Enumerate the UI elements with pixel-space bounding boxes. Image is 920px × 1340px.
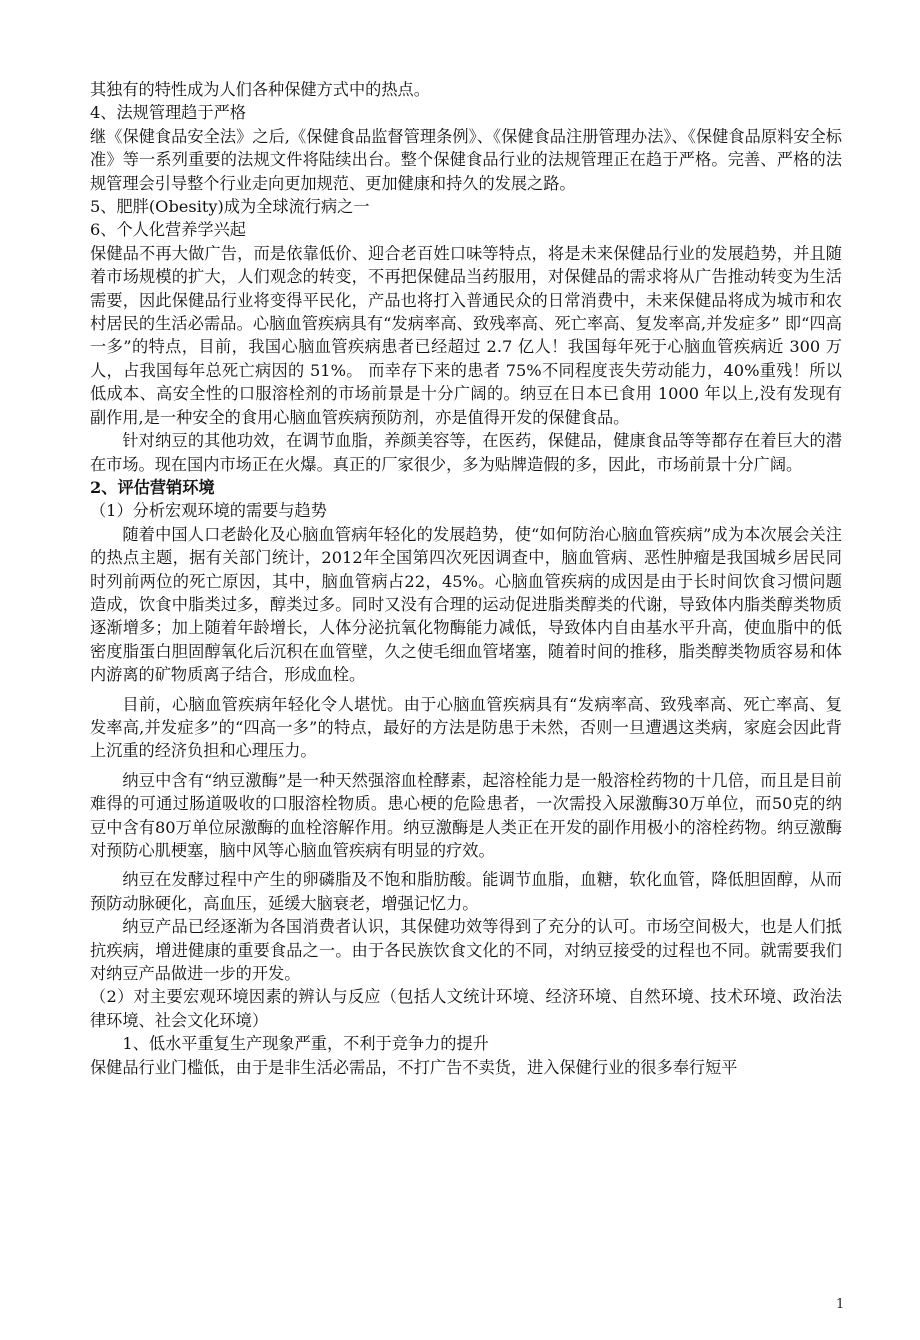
paragraph: 其独有的特性成为人们各种保健方式中的热点。 <box>90 80 430 99</box>
list-heading: 1、低水平重复生产现象严重，不利于竞争力的提升 <box>122 1034 489 1054</box>
heading-nutrition: 6、个人化营养学兴起 <box>90 220 246 240</box>
paragraph: 随着中国人口老龄化及心脑血管病年轻化的发展趋势，使“如何防治心脑血管疾病”成为本次展会关注的热点主题，据有关部门统计，2012年全国第四次死因调查中，脑血管病、恶性肿瘤是我国城乡居民同时列前两位的死亡原因，其中，脑血管病占22，45%。心脑血管疾病的成因是由于长时间饮食习惯问题造成，饮食中脂类过多，醇类过多。同时又没有合理的运动促进脂类醇类的代谢，导致体内脂类醇类物质逐渐增多；加上随着年龄增长，人体分泌抗氧化物酶能力减低，导致体内自由基水平升高，使血脂中的低密度脂蛋白胆固醇氧化后沉积在血管壁，久之使毛细血管堵塞，随着时间的推移，脂类醇类物质容易和体内游离的矿物质离子结合，形成血栓。 <box>90 524 842 685</box>
subsection-heading: （2）对主要宏观环境因素的辨认与反应（包括人文统计环境、经济环境、自然环境、技术环境、政治法律环境、社会文化环境） <box>90 987 842 1030</box>
page-number: 1 <box>836 1297 845 1312</box>
section-heading: 2、评估营销环境 <box>90 477 215 497</box>
subsection-heading: （1）分析宏观环境的需要与趋势 <box>90 501 327 521</box>
paragraph: 保健品行业门槛低，由于是非生活必需品，不打广告不卖货，进入保健行业的很多奉行短平 <box>90 1057 738 1077</box>
paragraph: 针对纳豆的其他功效，在调节血脂，养颜美容等，在医药，保健品，健康食品等等都存在着巨大的潜在市场。现在国内市场正在火爆。真正的厂家很少，多为贴牌造假的多，因此，市场前景十分广阔。 <box>90 431 842 474</box>
paragraph: 保健品不再大做广告，而是依靠低价、迎合老百姓口味等特点，将是未来保健品行业的发展趋势，并且随着市场规模的扩大，人们观念的转变，不再把保健品当药服用，对保健品的需求将从广告推动转变为生活需要，因此保健品行业将变得平民化，产品也将打入普通民众的日常消费中，未来保健品将成为城市和农村居民的生活必需品。心脑血管疾病具有“发病率高、致残率高、死亡率高、复发率高,并发症多” 即“四高一多”的特点，目前，我国心脑血管疾病患者已经超过 2.7 亿人！我国每年死于心脑血管疾病近 300 万人，占我国每年总死亡病因的 51%。 而幸存下来的患者 75%不同程度丧失劳动能力，40%重残！所以低成本、高安全性的口服溶栓剂的市场前景是十分广阔的。纳豆在日本已食用 1000 年以上,没有发现有副作用,是一种安全的食用心脑血管疾病预防剂，亦是值得开发的保健食品。 <box>90 243 842 427</box>
heading-obesity: 5、肥胖(Obesity)成为全球流行病之一 <box>90 197 370 217</box>
paragraph: 纳豆产品已经逐渐为各国消费者认识，其保健功效等得到了充分的认可。市场空间极大，也是人们抵抗疾病，增进健康的重要食品之一。由于各民族饮食文化的不同，对纳豆接受的过程也不同。就需要我们对纳豆产品做进一步的开发。 <box>90 917 842 984</box>
paragraph: 目前，心脑血管疾病年轻化令人堪忧。由于心脑血管疾病具有“发病率高、致残率高、死亡率高、复发率高,并发症多”的“四高一多”的特点，最好的方法是防患于未然，否则一旦遭遇这类病，家庭会因此背上沉重的经济负担和心理压力。 <box>90 694 842 761</box>
paragraph: 纳豆在发酵过程中产生的卵磷脂及不饱和脂肪酸。能调节血脂，血糖，软化血管，降低胆固醇，从而预防动脉硬化，高血压，延缓大脑衰老，增强记忆力。 <box>90 870 842 913</box>
paragraph: 继《保健食品安全法》之后,《保健食品监督管理条例》、《保健食品注册管理办法》、《保健食品原料安全标准》等一系列重要的法规文件将陆续出台。整个保健食品行业的法规管理正在趋于严格。完善、严格的法规管理会引导整个行业走向更加规范、更加健康和持久的发展之路。 <box>90 126 842 193</box>
heading-regulation: 4、法规管理趋于严格 <box>90 103 246 123</box>
document-body <box>90 78 842 1079</box>
paragraph: 纳豆中含有“纳豆激酶”是一种天然强溶血栓酵素，起溶栓能力是一般溶栓药物的十几倍，而且是目前难得的可通过肠道吸收的口服溶栓物质。患心梗的危险患者，一次需投入尿激酶30万单位，而50克的纳豆中含有80万单位尿激酶的血栓溶解作用。纳豆激酶是人类正在开发的副作用极小的溶栓药物。纳豆激酶对预防心肌梗塞，脑中风等心脑血管疾病有明显的疗效。 <box>90 770 842 860</box>
